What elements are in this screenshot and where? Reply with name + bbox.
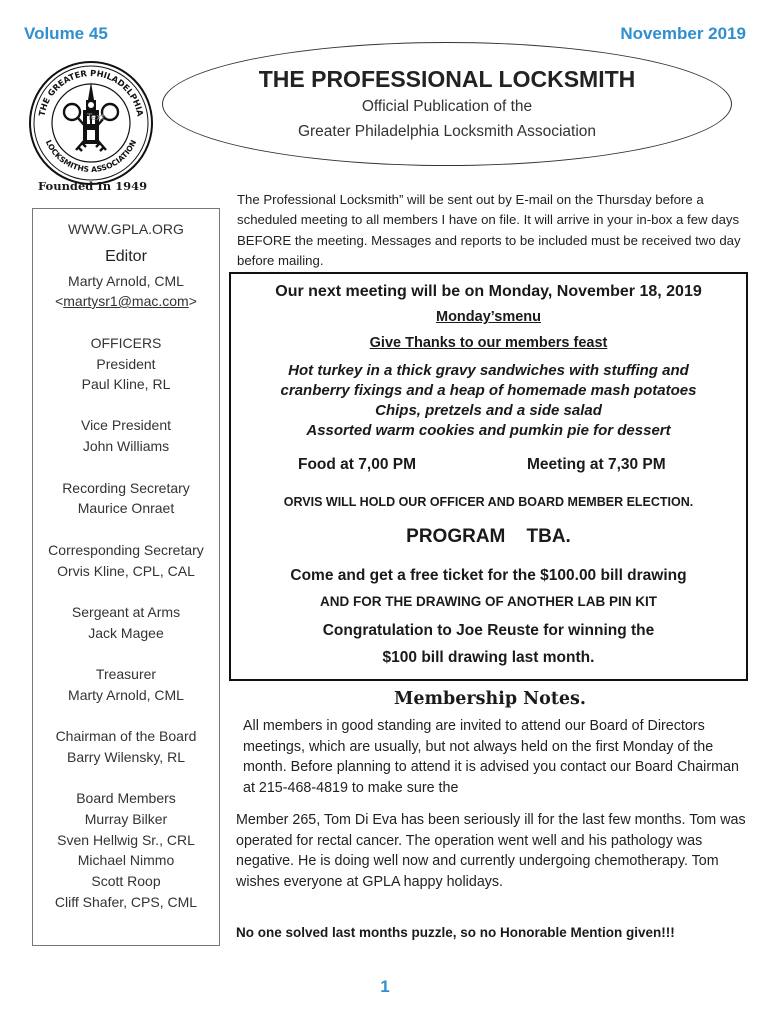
board-member: Sven Hellwig Sr., CRL bbox=[57, 832, 195, 848]
officers-heading: OFFICERS bbox=[90, 335, 162, 351]
board-member: Murray Bilker bbox=[84, 811, 168, 827]
chairman-label: Chairman of the Board bbox=[55, 728, 197, 744]
treasurer-name: Marty Arnold, CML bbox=[68, 687, 184, 703]
menu-item: Assorted warm cookies and pumkin pie for dessert bbox=[306, 422, 671, 439]
seal-ring-text-bottom: LOCKSMITHS ASSOCIATION bbox=[43, 138, 139, 175]
volume-label: Volume 45 bbox=[24, 24, 108, 43]
program-notice: PROGRAM TBA. bbox=[406, 526, 571, 547]
website-link[interactable]: WWW.GPLA.ORG bbox=[68, 221, 184, 237]
recording-secretary-label: Recording Secretary bbox=[62, 480, 190, 496]
membership-notes-heading: Membership Notes. bbox=[394, 689, 586, 709]
sergeant-name: Jack Magee bbox=[88, 625, 164, 641]
seal-center-text: Text bbox=[86, 113, 106, 123]
officers-sidebar bbox=[32, 208, 220, 946]
seal-ring-text-top: THE GREATER PHILADELPHIA bbox=[36, 67, 146, 118]
menu-subtitle: Give Thanks to our members feast bbox=[369, 335, 608, 351]
recording-secretary-name: Maurice Onraet bbox=[77, 500, 175, 516]
election-notice: ORVIS WILL HOLD OUR OFFICER AND BOARD MEMBER ELECTION. bbox=[283, 495, 694, 509]
vice-president-name: John Williams bbox=[82, 438, 170, 454]
sergeant-label: Sergeant at Arms bbox=[71, 604, 181, 620]
page-number: 1 bbox=[380, 977, 390, 996]
chairman-name: Barry Wilensky, RL bbox=[67, 749, 185, 765]
corresponding-secretary-name: Orvis Kline, CPL, CAL bbox=[57, 563, 195, 579]
vice-president-label: Vice President bbox=[80, 417, 171, 433]
ticket-drawing: Come and get a free ticket for the $100.00 bill drawing bbox=[290, 567, 687, 584]
editor-name: Marty Arnold, CML bbox=[68, 273, 184, 289]
publication-title: THE PROFESSIONAL LOCKSMITH bbox=[258, 66, 636, 92]
menu-item: Hot turkey in a thick gravy sandwiches with stuffing and bbox=[288, 362, 689, 379]
board-member: Scott Roop bbox=[91, 873, 161, 889]
congratulations-line2: $100 bill drawing last month. bbox=[382, 649, 595, 666]
corresponding-secretary-label: Corresponding Secretary bbox=[48, 542, 204, 558]
membership-notes-body: All members in good standing are invited to attend our Board of Directors meetings, which are usually, but not always held on the first Monday of the month. Before planning to attend it is advised you contact our Board Chairman at 215-468-4819 to make sure the bbox=[243, 718, 739, 796]
menu-title: Monday’smenu bbox=[435, 309, 541, 325]
meeting-time: Meeting at 7,30 PM bbox=[527, 456, 666, 473]
president-name: Paul Kline, RL bbox=[81, 376, 171, 392]
member-health-note: Member 265, Tom Di Eva has been seriously ill for the last few months. Tom was operated for rectal cancer. The operation went well and his pathology was negative. He is doing well now and currently undergoing chemotherapy. Tom wishes everyone at GPLA happy holidays. bbox=[236, 812, 746, 890]
board-member: Cliff Shafer, CPS, CML bbox=[54, 894, 198, 910]
issue-date: November 2019 bbox=[620, 24, 746, 43]
association-seal-logo bbox=[28, 60, 154, 186]
founded-year: Founded In 1949 bbox=[38, 179, 148, 193]
editor-email: <martysr1@mac.com> bbox=[55, 293, 197, 309]
menu-item: cranberry fixings and a heap of homemade mash potatoes bbox=[280, 382, 697, 399]
board-members-heading: Board Members bbox=[76, 790, 176, 806]
menu-item: Chips, pretzels and a side salad bbox=[375, 402, 602, 419]
editor-label: Editor bbox=[105, 248, 147, 265]
editor-email-link[interactable]: martysr1@mac.com bbox=[63, 293, 189, 309]
intro-paragraph: The Professional Locksmith” will be sent out by E-mail on the Thursday before a scheduled meeting to all members I have on file. It will arrive in your in-box a few days BEFORE the meeting. Messages and reports to be included must be received two day before mailing. bbox=[237, 192, 741, 268]
president-label: President bbox=[96, 356, 156, 372]
congratulations-line1: Congratulation to Joe Reuste for winning the bbox=[322, 622, 655, 639]
lab-pin-drawing: AND FOR THE DRAWING OF ANOTHER LAB PIN KIT bbox=[320, 594, 657, 609]
treasurer-label: Treasurer bbox=[95, 666, 157, 682]
association-name: Greater Philadelphia Locksmith Association bbox=[297, 123, 597, 140]
next-meeting-headline: Our next meeting will be on Monday, November 18, 2019 bbox=[275, 283, 702, 300]
board-member: Michael Nimmo bbox=[77, 852, 175, 868]
meeting-announcement-box bbox=[229, 272, 748, 681]
food-time: Food at 7,00 PM bbox=[298, 456, 416, 473]
puzzle-notice: No one solved last months puzzle, so no Honorable Mention given!!! bbox=[236, 925, 675, 940]
publication-subtitle: Official Publication of the bbox=[361, 98, 533, 115]
